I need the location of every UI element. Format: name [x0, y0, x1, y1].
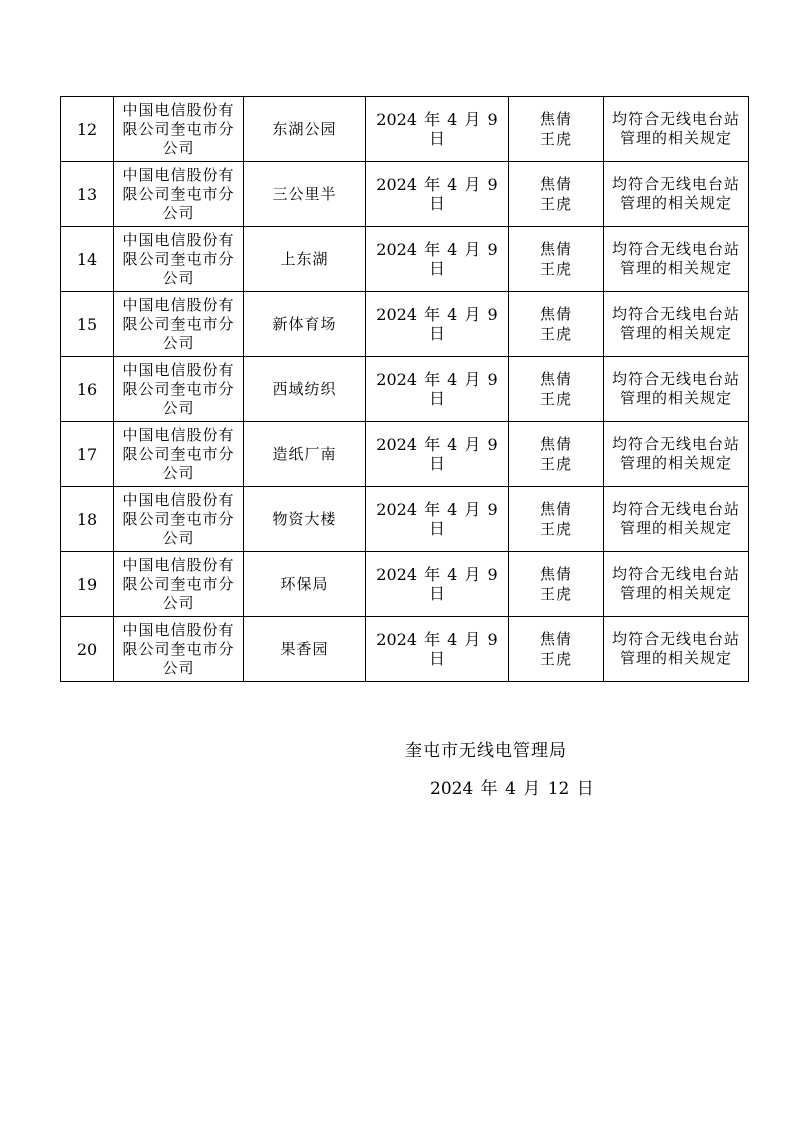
station-site: 新体育场	[244, 292, 366, 357]
inspector-1: 焦倩	[539, 370, 572, 388]
row-number: 14	[61, 227, 114, 292]
table-row	[61, 292, 749, 357]
inspector-1: 焦倩	[539, 240, 572, 258]
inspection-result: 均符合无线电台站管理的相关规定	[604, 227, 749, 292]
company-name: 中国电信股份有限公司奎屯市分公司	[114, 162, 244, 227]
issue-date: 2024 年 4 月 12 日	[430, 779, 594, 799]
inspector-1: 焦倩	[539, 110, 572, 128]
station-site: 西域纺织	[244, 357, 366, 422]
company-name: 中国电信股份有限公司奎屯市分公司	[114, 227, 244, 292]
inspectors	[509, 552, 604, 617]
inspector-1: 焦倩	[539, 435, 572, 453]
table-row	[61, 97, 749, 162]
row-number: 15	[61, 292, 114, 357]
table-row	[61, 162, 749, 227]
inspector-2: 王虎	[539, 195, 572, 213]
inspection-result: 均符合无线电台站管理的相关规定	[604, 552, 749, 617]
company-name: 中国电信股份有限公司奎屯市分公司	[114, 487, 244, 552]
inspectors	[509, 617, 604, 682]
inspection-date: 2024 年 4 月 9 日	[366, 487, 509, 552]
inspection-date: 2024 年 4 月 9 日	[366, 292, 509, 357]
inspection-date: 2024 年 4 月 9 日	[366, 617, 509, 682]
station-site: 造纸厂南	[244, 422, 366, 487]
inspection-date: 2024 年 4 月 9 日	[366, 227, 509, 292]
inspector-2: 王虎	[539, 260, 572, 278]
row-number: 17	[61, 422, 114, 487]
issuing-organization: 奎屯市无线电管理局	[405, 741, 567, 761]
inspectors	[509, 227, 604, 292]
inspection-date: 2024 年 4 月 9 日	[366, 357, 509, 422]
inspector-2: 王虎	[539, 390, 572, 408]
table-row	[61, 357, 749, 422]
company-name: 中国电信股份有限公司奎屯市分公司	[114, 552, 244, 617]
table-row	[61, 227, 749, 292]
inspector-1: 焦倩	[539, 305, 572, 323]
inspection-table	[60, 96, 749, 682]
company-name: 中国电信股份有限公司奎屯市分公司	[114, 292, 244, 357]
station-site: 三公里半	[244, 162, 366, 227]
inspectors	[509, 422, 604, 487]
inspection-date: 2024 年 4 月 9 日	[366, 422, 509, 487]
company-name: 中国电信股份有限公司奎屯市分公司	[114, 422, 244, 487]
inspector-2: 王虎	[539, 520, 572, 538]
row-number: 12	[61, 97, 114, 162]
inspectors	[509, 357, 604, 422]
inspection-result: 均符合无线电台站管理的相关规定	[604, 357, 749, 422]
company-name: 中国电信股份有限公司奎屯市分公司	[114, 97, 244, 162]
inspectors	[509, 162, 604, 227]
inspection-result: 均符合无线电台站管理的相关规定	[604, 97, 749, 162]
inspector-1: 焦倩	[539, 500, 572, 518]
inspection-date: 2024 年 4 月 9 日	[366, 97, 509, 162]
row-number: 16	[61, 357, 114, 422]
inspector-2: 王虎	[539, 325, 572, 343]
inspector-1: 焦倩	[539, 630, 572, 648]
table-row	[61, 487, 749, 552]
inspectors	[509, 97, 604, 162]
inspection-date: 2024 年 4 月 9 日	[366, 162, 509, 227]
station-site: 东湖公园	[244, 97, 366, 162]
row-number: 18	[61, 487, 114, 552]
inspection-result: 均符合无线电台站管理的相关规定	[604, 617, 749, 682]
row-number: 13	[61, 162, 114, 227]
inspection-result: 均符合无线电台站管理的相关规定	[604, 422, 749, 487]
table-row	[61, 552, 749, 617]
inspection-result: 均符合无线电台站管理的相关规定	[604, 487, 749, 552]
table-row	[61, 422, 749, 487]
inspection-result: 均符合无线电台站管理的相关规定	[604, 292, 749, 357]
station-site: 上东湖	[244, 227, 366, 292]
table-row	[61, 617, 749, 682]
inspector-2: 王虎	[539, 455, 572, 473]
inspector-2: 王虎	[539, 130, 572, 148]
inspectors	[509, 487, 604, 552]
inspectors	[509, 292, 604, 357]
inspector-1: 焦倩	[539, 565, 572, 583]
inspection-date: 2024 年 4 月 9 日	[366, 552, 509, 617]
company-name: 中国电信股份有限公司奎屯市分公司	[114, 357, 244, 422]
station-site: 物资大楼	[244, 487, 366, 552]
inspector-2: 王虎	[539, 585, 572, 603]
inspection-result: 均符合无线电台站管理的相关规定	[604, 162, 749, 227]
inspector-1: 焦倩	[539, 175, 572, 193]
station-site: 果香园	[244, 617, 366, 682]
station-site: 环保局	[244, 552, 366, 617]
row-number: 19	[61, 552, 114, 617]
company-name: 中国电信股份有限公司奎屯市分公司	[114, 617, 244, 682]
row-number: 20	[61, 617, 114, 682]
inspector-2: 王虎	[539, 650, 572, 668]
